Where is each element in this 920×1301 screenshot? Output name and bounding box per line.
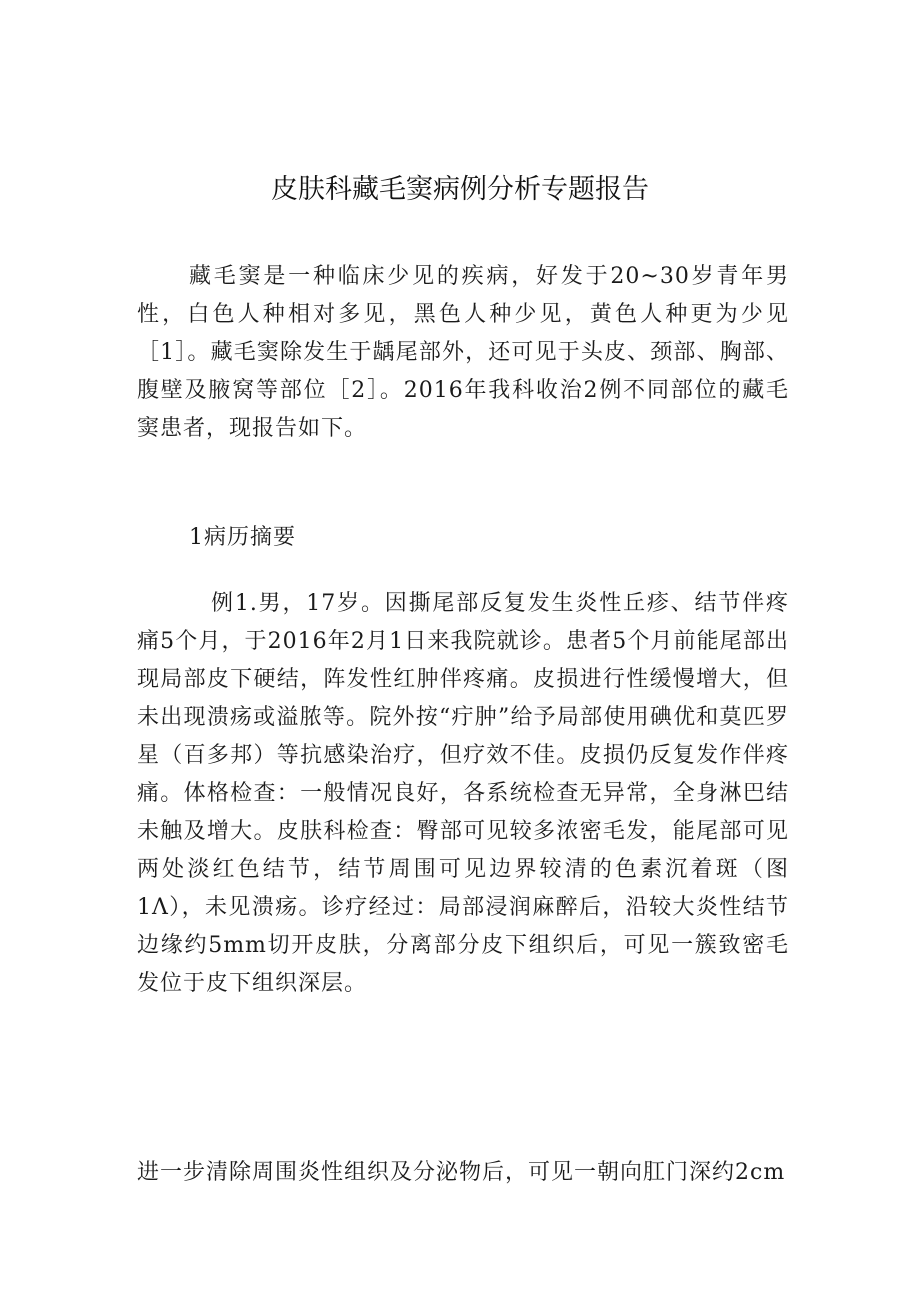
document-title: 皮肤科藏毛窦病例分析专题报告 [271,174,649,205]
continuation-paragraph: 进一步清除周围炎性组织及分泌物后，可见一朝向肛门深约2cm [137,1160,786,1185]
case-paragraph: 例1.男，17岁。因撕尾部反复发生炎性丘疹、结节伴疼痛5个月，于2016年2月1日来我院就诊。患者5个月前能尾部出现局部皮下硬结，阵发性红肿伴疼痛。皮损进行性缓慢增大，但未出现溃疡或溢脓等。院外按“疔肿”给予局部使用碘优和莫匹罗星（百多邦）等抗感染治疗，但疗效不佳。皮损仍反复发作伴疼痛。体格检查：一般情况良好，各系统检查无异常，全身淋巴结未触及增大。皮肤科检查：臀部可见较多浓密毛发，能尾部可见两处淡红色结节，结节周围可见边界较清的色素沉着斑（图1Λ），未见溃疡。诊疗经过：局部浸润麻醉后，沿较大炎性结节边缘约5mm切开皮肤，分离部分皮下组织后，可见一簇致密毛发位于皮下组织深层。 [137,591,789,996]
section-heading: 1病历摘要 [189,525,296,550]
intro-paragraph: 藏毛窦是一种临床少见的疾病，好发于20~30岁青年男性，白色人种相对多见，黑色人种少见，黄色人种更为少见［1］。藏毛窦除发生于龋尾部外，还可见于头皮、颈部、胸部、腹壁及腋窝等部位［2］。2016年我科收治2例不同部位的藏毛窦患者，现报告如下。 [137,264,789,441]
